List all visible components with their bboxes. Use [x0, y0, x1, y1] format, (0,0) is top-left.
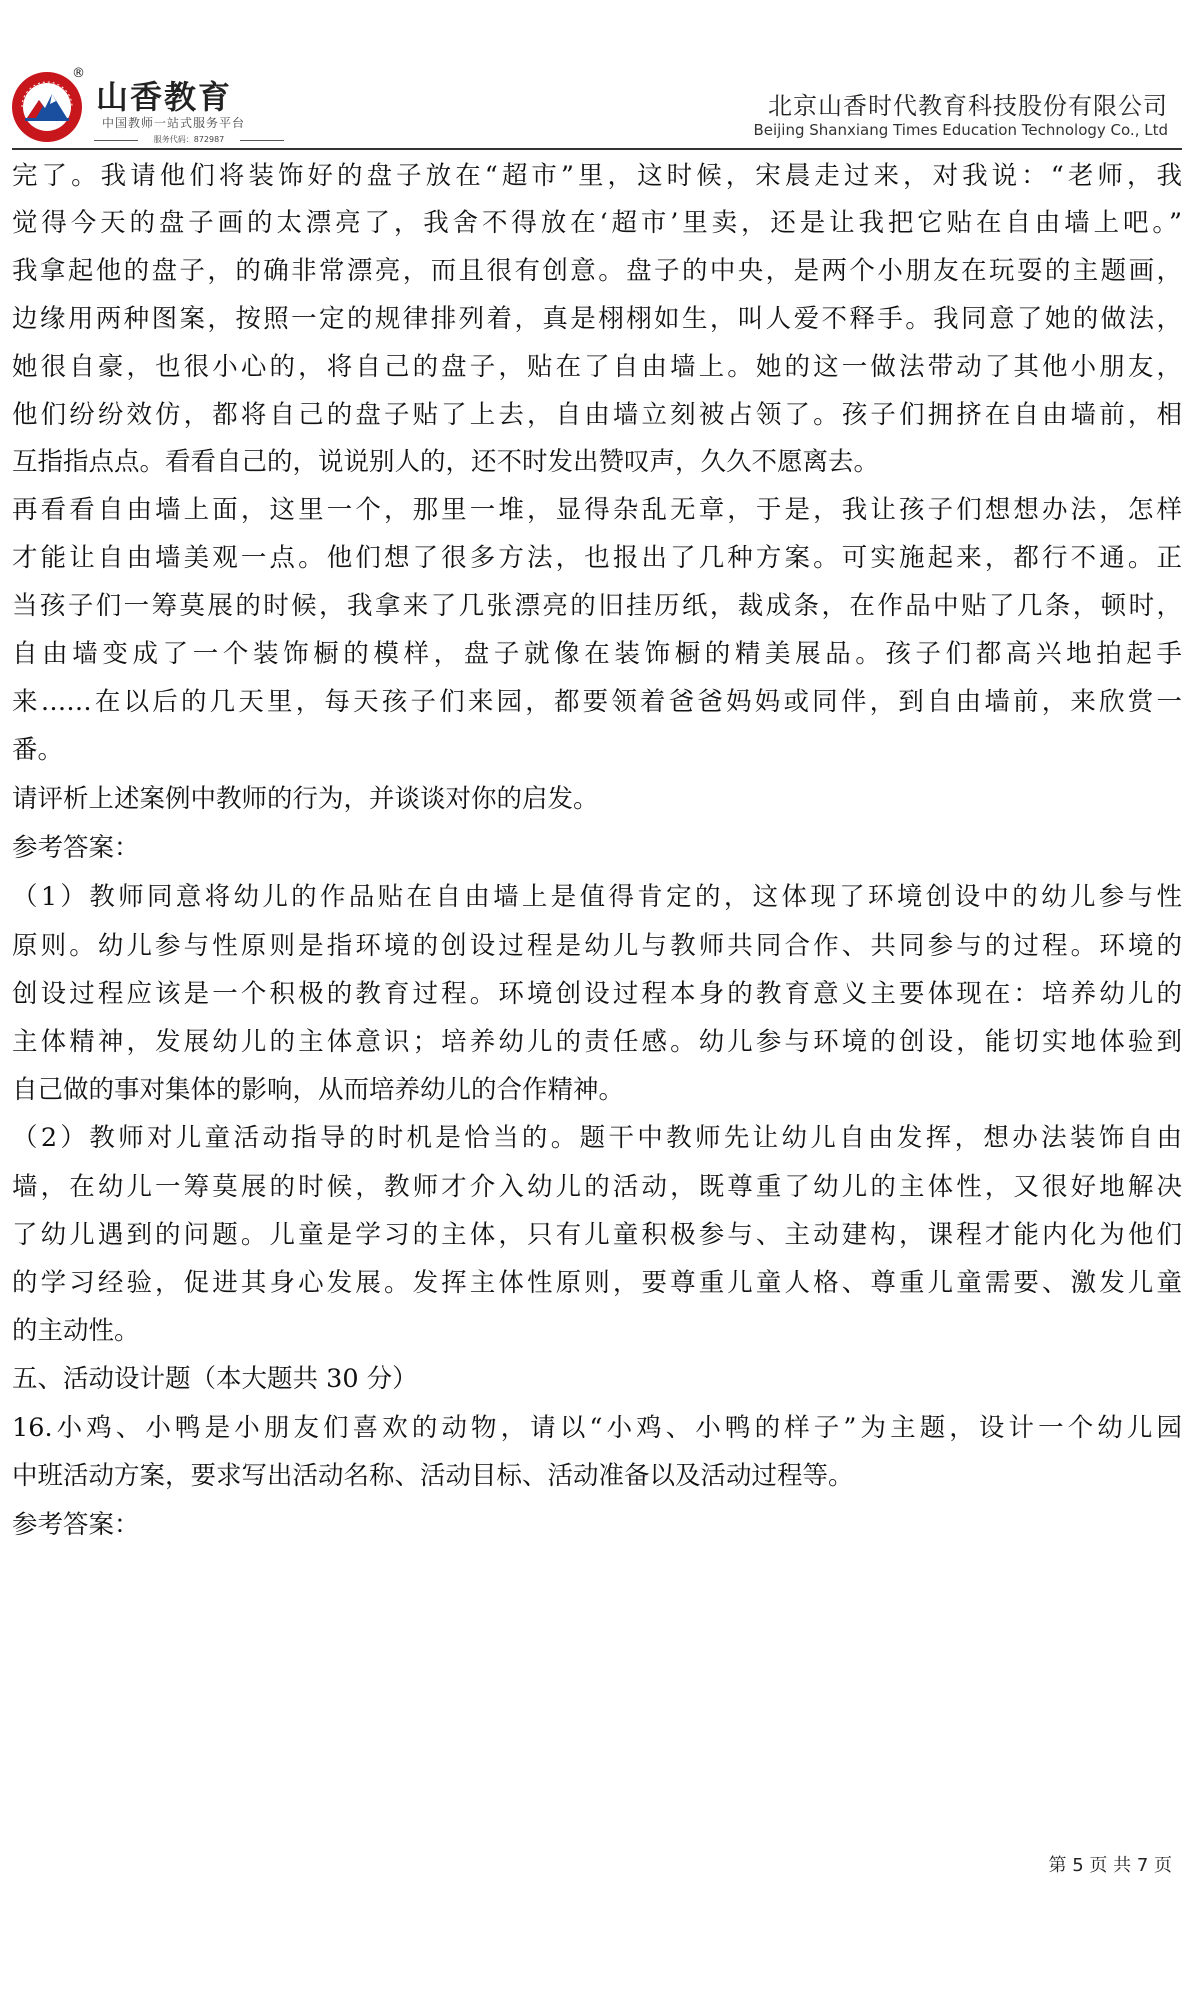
header-divider	[12, 148, 1182, 150]
text-line: 互指指点点。看看自己的，说说别人的，还不时发出赞叹声，久久不愿离去。	[12, 447, 880, 477]
text-line: （1）教师同意将幼儿的作品贴在自由墙上是值得肯定的，这体现了环境创设中的幼儿参与性	[12, 882, 1182, 912]
answer-label: 参考答案：	[12, 1510, 140, 1540]
question-prompt: 请评析上述案例中教师的行为，并谈谈对你的启发。	[12, 784, 599, 814]
text-line: 中班活动方案，要求写出活动名称、活动目标、活动准备以及活动过程等。	[12, 1461, 854, 1491]
answer-label: 参考答案：	[12, 833, 140, 863]
text-line: 创设过程应该是一个积极的教育过程。环境创设过程本身的教育意义主要体现在：培养幼儿的	[12, 979, 1182, 1009]
text-line: 我拿起他的盘子，的确非常漂亮，而且很有创意。盘子的中央，是两个小朋友在玩耍的主题画，	[12, 256, 1182, 286]
text-line: 来……在以后的几天里，每天孩子们来园，都要领着爸爸妈妈或同伴，到自由墙前，来欣赏一	[12, 687, 1182, 717]
divider	[240, 140, 284, 141]
text-line: 她很自豪，也很小心的，将自己的盘子，贴在了自由墙上。她的这一做法带动了其他小朋友，	[12, 352, 1182, 382]
text-line: 边缘用两种图案，按照一定的规律排列着，真是栩栩如生，叫人爱不释手。我同意了她的做法，	[12, 304, 1182, 334]
text-line: （2）教师对儿童活动指导的时机是恰当的。题干中教师先让幼儿自由发挥，想办法装饰自由	[12, 1123, 1182, 1153]
text-line: 的学习经验，促进其身心发展。发挥主体性原则，要尊重儿童人格、尊重儿童需要、激发儿童	[12, 1268, 1182, 1298]
text-line: 当孩子们一筹莫展的时候，我拿来了几张漂亮的旧挂历纸，裁成条，在作品中贴了几条，顿时，	[12, 591, 1182, 621]
service-code-row	[94, 134, 284, 146]
text-line: 再看看自由墙上面，这里一个，那里一堆，显得杂乱无章，于是，我让孩子们想想办法，怎样	[12, 495, 1182, 525]
page-number: 第 5 页 共 7 页	[1048, 1855, 1172, 1876]
text-line: 原则。幼儿参与性原则是指环境的创设过程是幼儿与教师共同合作、共同参与的过程。环境的	[12, 931, 1182, 961]
section-heading: 五、活动设计题（本大题共 30 分）	[12, 1364, 418, 1394]
text-line: 番。	[12, 735, 64, 765]
brand-name: 山香教育	[96, 78, 233, 116]
company-name-en: Beijing Shanxiang Times Education Technology Co., Ltd	[753, 121, 1168, 139]
company-name-cn: 北京山香时代教育科技股份有限公司	[768, 92, 1168, 120]
text-line: 他们纷纷效仿，都将自己的盘子贴了上去，自由墙立刻被占领了。孩子们拥挤在自由墙前，相	[12, 400, 1182, 430]
text-line: 的主动性。	[12, 1316, 140, 1346]
text-line: 完了。我请他们将装饰好的盘子放在“超市”里，这时候，宋晨走过来，对我说：“老师，我	[12, 161, 1182, 191]
registered-mark: ®	[72, 66, 85, 81]
text-line: 主体精神，发展幼儿的主体意识；培养幼儿的责任感。幼儿参与环境的创设，能切实地体验到	[12, 1027, 1182, 1057]
brand-block	[10, 66, 310, 150]
service-code: 服务代码：872987	[153, 135, 225, 144]
divider	[94, 140, 138, 141]
text-line: 自由墙变成了一个装饰橱的模样，盘子就像在装饰橱的精美展品。孩子们都高兴地拍起手	[12, 639, 1182, 669]
text-line: 觉得今天的盘子画的太漂亮了，我舍不得放在‘超市’里卖，还是让我把它贴在自由墙上吧。”	[12, 208, 1182, 238]
brand-tagline: 中国教师一站式服务平台	[102, 116, 246, 130]
text-line: 才能让自由墙美观一点。他们想了很多方法，也报出了几种方案。可实施起来，都行不通。正	[12, 543, 1182, 573]
text-line: 墙，在幼儿一筹莫展的时候，教师才介入幼儿的活动，既尊重了幼儿的主体性，又很好地解决	[12, 1172, 1182, 1202]
text-line: 了幼儿遇到的问题。儿童是学习的主体，只有儿童积极参与、主动建构，课程才能内化为他们	[12, 1220, 1182, 1250]
text-line: 16.小鸡、小鸭是小朋友们喜欢的动物，请以“小鸡、小鸭的样子”为主题，设计一个幼儿园	[12, 1413, 1182, 1443]
shanxiang-logo-icon	[10, 70, 84, 144]
text-line: 自己做的事对集体的影响，从而培养幼儿的合作精神。	[12, 1075, 625, 1105]
page-header	[0, 0, 1194, 150]
